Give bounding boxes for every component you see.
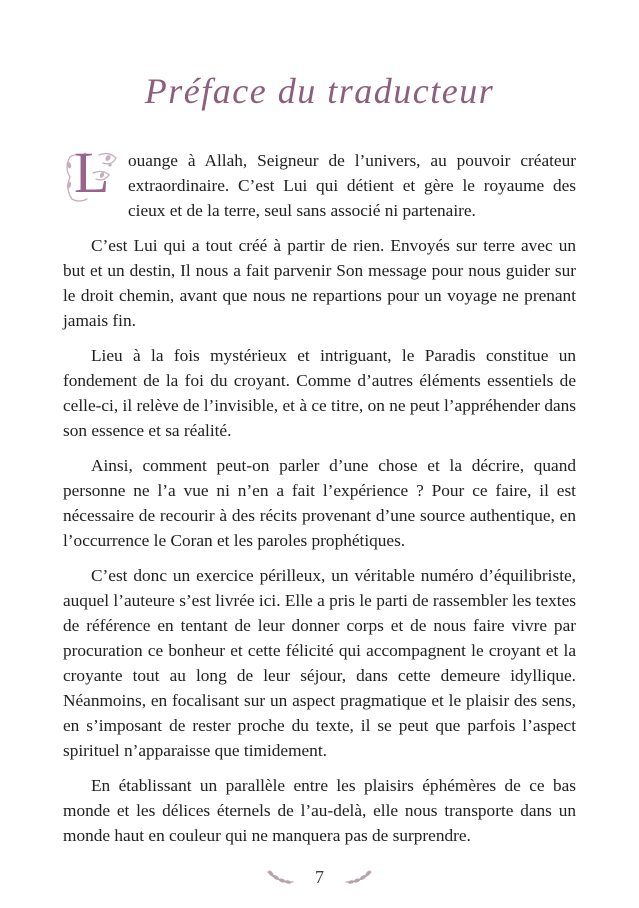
paragraph-text: En établissant un parallèle entre les plaisirs éphémères de ce bas monde et les délices éternels de l’au-delà, elle nous transporte dans un monde haut en couleur qui ne manquera pas de surprendre. bbox=[63, 776, 576, 845]
paragraph-text: C’est Lui qui a tout créé à partir de rien. Envoyés sur terre avec un but et un destin, Il nous a fait parvenir Son message pour nous guider sur le droit chemin, avant que nous ne repartions pour un voyage ne prenant jamais fin. bbox=[63, 236, 576, 330]
laurel-sprig-right-icon bbox=[344, 869, 374, 887]
page-footer bbox=[0, 867, 639, 888]
paragraph bbox=[63, 773, 576, 848]
drop-cap bbox=[63, 140, 121, 205]
page-title: Préface du traducteur bbox=[144, 71, 495, 111]
paragraph bbox=[63, 343, 576, 443]
page-number: 7 bbox=[315, 867, 324, 887]
laurel-sprig-left-icon bbox=[265, 869, 295, 887]
paragraph bbox=[63, 140, 576, 223]
body-text bbox=[63, 140, 576, 848]
drop-cap-letter: L bbox=[74, 140, 110, 205]
paragraph bbox=[63, 453, 576, 553]
paragraph-text: Lieu à la fois mystérieux et intriguant, le Paradis constitue un fondement de la foi du croyant. Comme d’autres éléments essentiels de celle-ci, il relève de l’invisible, et à ce titre, on ne peut l’appréhender dans son essence et sa réalité. bbox=[63, 346, 576, 440]
paragraph-text: ouange à Allah, Seigneur de l’univers, au pouvoir créateur extraordinaire. C’est Lui qui détient et gère le royaume des cieux et de la terre, seul sans associé ni partenaire. bbox=[128, 151, 576, 220]
paragraph bbox=[63, 563, 576, 763]
paragraph bbox=[63, 233, 576, 333]
paragraph-text: Ainsi, comment peut-on parler d’une chose et la décrire, quand personne ne l’a vue ni n’en a fait l’expérience ? Pour ce faire, il est nécessaire de recourir à des récits provenant d’une source authentique, en l’occurrence le Coran et les paroles prophétiques. bbox=[63, 456, 576, 550]
paragraph-text: C’est donc un exercice périlleux, un véritable numéro d’équilibriste, auquel l’auteure s’est livrée ici. Elle a pris le parti de rassembler les textes de référence en tentant de leur donner corps et de nous faire vivre par procuration ce bonheur et cette félicité qui accompagnent le croyant et la croyante tout au long de leur séjour, dans cette demeure idyllique. Néanmoins, en focalisant sur un aspect pragmatique et le plaisir des sens, en s’imposant de rester proche du texte, il se peut que parfois l’aspect spirituel n’apparaisse que timidement. bbox=[63, 566, 576, 760]
